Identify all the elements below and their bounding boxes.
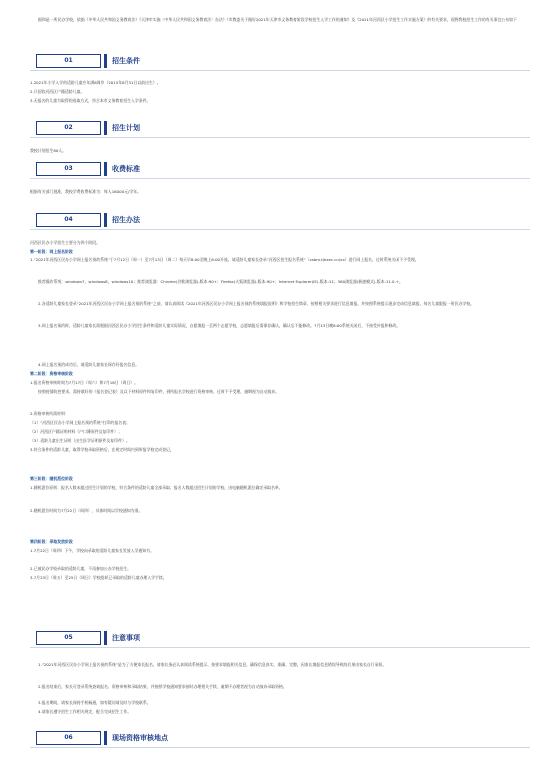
phase-heading: 第一阶段：网上报名阶段 — [30, 249, 73, 254]
section-header-02 — [36, 121, 176, 135]
section-line: 根据有关部门批准，我校学费收费标准为：每人16000元/学年。 — [30, 189, 141, 194]
section-line: 3.报名期间，请家长保持手机畅通，如有疑问请及时与学校联系。 — [38, 700, 151, 705]
section-line: 2.只招收河西区户籍适龄儿童。 — [30, 89, 85, 94]
section-line: 2.资格审核所需材料： — [30, 411, 69, 416]
section-number: 04 — [36, 213, 101, 227]
section-line: 2.已被民办学校录取的适龄儿童，不再参加公办学校招生。 — [30, 566, 131, 571]
section-line: 按照疫情防控要求，需持填好的《报名登记表》及以下材料原件和复印件，到所报名学校进行资格审核，过时不予受理，逾期视为自动放弃。 — [38, 389, 280, 394]
section-line: （1）“河西区民办小学网上报名预约系统”打印的报名表； — [30, 420, 130, 425]
section-line: 2.报名结束后，家长可登录系统查询报名、资格审核和录取结果，并按照学校通知要求按时办理相关手续，逾期不办理者视为自动放弃录取资格。 — [38, 684, 287, 689]
section-number: 06 — [36, 731, 101, 745]
section-title: 招生条件 — [112, 57, 140, 65]
section-rule — [30, 178, 530, 179]
section-header-06 — [36, 731, 176, 745]
section-line: 1.“2021年河西区民办小学网上报名预约系统”于7月12日（周一）至7月13日（周二）每天早8:00至晚上8:00开放。请适龄儿童家长登录“河西区招生报名系统”（zsbm.tjhxec.cn/xx）进行网上报名，过时系统关闭不予受理。 — [30, 257, 419, 262]
section-line: 2.随机派位时间为7月22日（周四），具体时间以学校通知为准。 — [30, 508, 143, 513]
phase-heading: 第二阶段：资格审核阶段 — [30, 371, 73, 376]
section-divider-bar — [104, 54, 107, 68]
section-title: 注意事项 — [112, 634, 140, 642]
section-divider-bar — [104, 731, 107, 745]
section-line: 3.无报名的儿童为取得的选取方式，符合本市义务教育招生入学条件。 — [30, 98, 151, 103]
section-rule — [30, 70, 530, 71]
section-line: （2）河西区户籍证明材料（户口簿原件及复印件）； — [30, 429, 122, 434]
section-line: 3.7月23日（周五）至25日（周日）学校组织已录取的适龄儿童办理入学手续。 — [30, 575, 167, 580]
section-line: 3.网上报名预约时，适龄儿童家长需根据河西区民办小学招生条件和适龄儿童实际情况，自愿填报一至两个志愿学校，志愿填报后需保存确认，确认后不能修改。7月13日晚8:00系统关闭后，不接受补报和修改。 — [38, 323, 401, 328]
section-rule — [30, 137, 530, 138]
phase-heading: 第四阶段：录取发放阶段 — [30, 539, 73, 544]
section-line: 1.“2021年河西区民办小学网上报名预约系统”是为了方便家长报名，请家长务必认真阅读系统提示，按要求填报相关信息，确保信息真实、准确、完整。因家长填报信息错误导致的后果由家长自行承担。 — [38, 662, 387, 667]
section-title: 现场资格审核地点 — [112, 734, 168, 742]
section-line: 推荐操作系统：windows7，windows8，windows10；推荐浏览器：Chrome(谷歌浏览器)-版本:90+；Firefox(火狐浏览器)-版本:90+；Internet Explorer(IE)-版本:11；360浏览器(极速模式)-版本:11.0.+。 — [38, 279, 403, 284]
section-line: 2.各适龄儿童家长登录“2021年河西区民办小学网上报名预约系统”之前，请认真阅读《2021年河西区民办小学网上报名预约系统填报说明》和学校招生简章，按照相关要求进行信息填报，并按照系统提示逐步完成信息填报，每名儿童限报一所民办学校。 — [38, 301, 475, 306]
section-line: 河西区民办小学招生主要分为四个阶段。 — [30, 240, 101, 245]
section-rule — [30, 229, 530, 230]
section-rule — [30, 647, 530, 648]
section-rule — [30, 747, 530, 748]
section-header-04 — [36, 213, 176, 227]
section-title: 收费标准 — [112, 165, 140, 173]
phase-heading: 第三阶段：随机派位阶段 — [30, 476, 73, 481]
section-number: 02 — [36, 121, 101, 135]
section-divider-bar — [104, 213, 107, 227]
section-header-03 — [36, 162, 176, 176]
section-header-01 — [36, 54, 176, 68]
section-number: 03 — [36, 162, 101, 176]
section-title: 招生办法 — [112, 216, 140, 224]
section-line: 1.随机派位原则：报名人数未超过招生计划的学校，符合条件的适龄儿童全部录取；报名人数超过招生计划的学校，由电脑随机派位确定录取名单。 — [30, 485, 283, 490]
section-header-05 — [36, 631, 176, 645]
section-divider-bar — [104, 121, 107, 135]
section-line: 4.网上报名预约成功后，请适龄儿童家长保存好报名信息。 — [38, 362, 139, 367]
section-line: 3.符合条件的适龄儿童，取得学校录取资格后，在规定时间内到所报学校完成登记。 — [30, 447, 174, 452]
section-number: 01 — [36, 54, 101, 68]
section-line: 1.7月22日（周四）下午，学校向录取的适龄儿童家长发放入学通知书。 — [30, 548, 154, 553]
section-line: （3）适龄儿童出生证明（出生医学证明原件及复印件）。 — [30, 438, 130, 443]
section-line: 1.报名资格审核时间为7月17日（周六）和7月18日（周日）。 — [30, 380, 139, 385]
section-number: 05 — [36, 631, 101, 645]
section-divider-bar — [104, 631, 107, 645]
section-title: 招生计划 — [112, 124, 140, 132]
section-line: 我校计划招生80人。 — [30, 148, 67, 153]
section-divider-bar — [104, 162, 107, 176]
section-line: 4.请家长遵守招生工作相关规定，配合完成招生工作。 — [38, 709, 132, 714]
section-line: 1.2021年小学入学的适龄儿童应年满6周岁（2015年8月31日以前出生）。 — [30, 80, 161, 85]
intro-paragraph: 据和是一所民办学校，依据《中华人民共和国义务教育法》《天津市实施〈中华人民共和国义务教育法〉办法》《市教委关于做好2021年天津市义务教育阶段学校招生入学工作的通知》及《2021年河西区小学招生工作实施方案》的有关要求，现将我校招生工作的有关事宜公布如下 — [38, 17, 517, 22]
